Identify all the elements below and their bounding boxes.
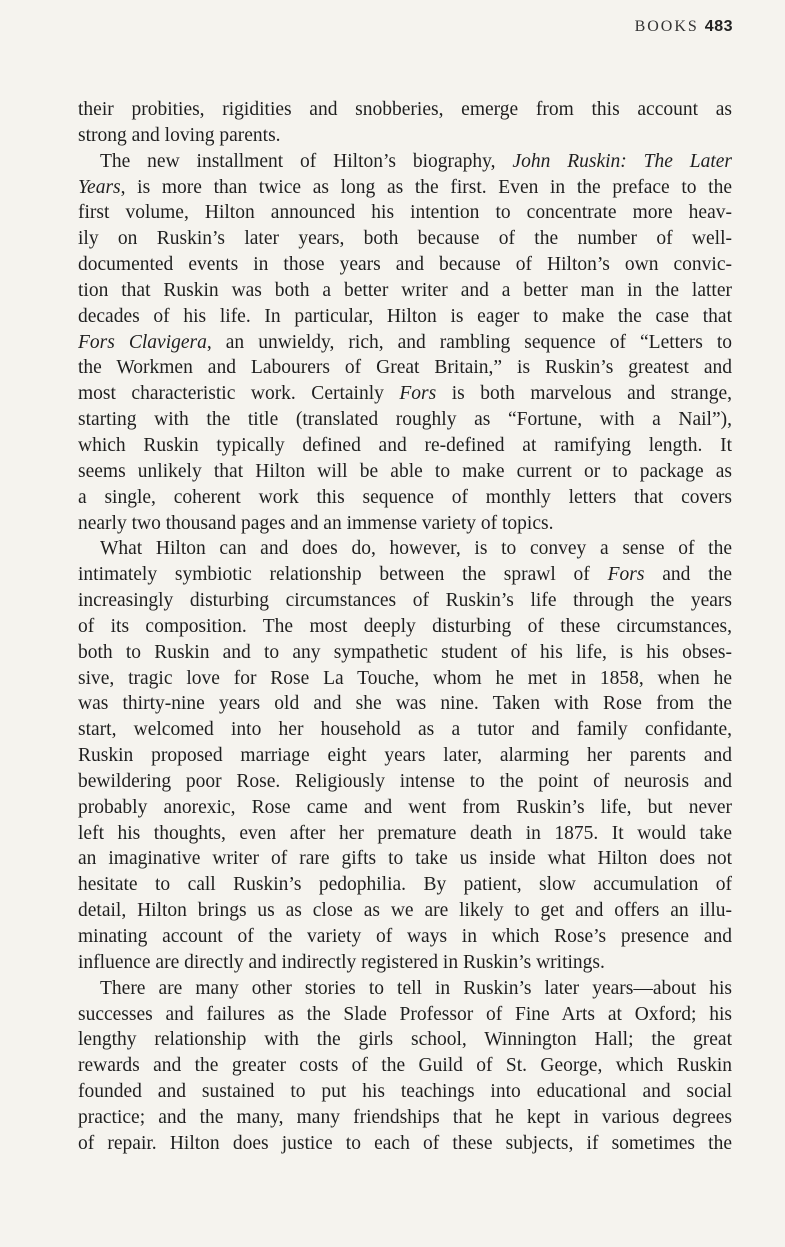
line-text: minating account of the variety of ways in which Rose’s presence and [78,926,732,947]
line-text: an imaginative writer of rare gifts to take us inside what Hilton does not [78,848,732,870]
text-line [78,278,732,304]
line-text: practice; and the many, many friendships that he kept in various degrees [78,1106,732,1128]
text-line [78,898,732,924]
line-text: first volume, Hilton announced his intention to concentrate more heav- [78,202,732,224]
line-text: ily on Ruskin’s later years, both because of the number of well- [78,228,732,250]
text-line [78,433,732,459]
text-line [78,614,732,640]
line-text: is both marvelous and strange, [436,383,732,405]
line-text: tion that Ruskin was both a better writer and a better man in the latter [78,279,732,301]
text-line [78,1105,732,1131]
line-text: sive, tragic love for Rose La Touche, whom he met in 1858, when he [78,667,732,689]
text-line [78,1131,732,1157]
text-line [78,950,732,976]
text-line [78,304,732,330]
text-line [78,149,732,175]
line-text: seems unlikely that Hilton will be able to make current or to package as [78,460,732,482]
text-line [78,381,732,407]
text-line [78,511,732,537]
italic-title-text: John Ruskin: The Later [512,150,732,172]
text-line [78,924,732,950]
line-text: left his thoughts, even after her premature death in 1875. It would take [78,822,732,844]
line-text: The new installment of Hilton’s biography, [100,150,513,172]
line-text: nearly two thousand pages and an immense variety of topics. [78,512,554,534]
line-text: successes and failures as the Slade Professor of Fine Arts at Oxford; his [78,1003,732,1025]
text-line [78,562,732,588]
text-line [78,459,732,485]
text-line [78,717,732,743]
line-text: increasingly disturbing circumstances of Ruskin’s life through the years [78,590,732,612]
line-text: the Workmen and Labourers of Great Britain,” is Ruskin’s greatest and [78,357,732,379]
text-line [78,872,732,898]
italic-title-text: Fors [399,383,437,405]
line-text: Ruskin proposed marriage eight years later, alarming her parents and [78,745,732,767]
text-line [78,200,732,226]
text-line [78,666,732,692]
line-text: What Hilton can and does do, however, is to convey a sense of the [100,538,732,560]
text-line [78,769,732,795]
text-line [78,97,732,123]
text-line [78,1053,732,1079]
line-text: starting with the title (translated roughly as “Fortune, with a Nail”), [78,409,732,431]
italic-title-text: Fors Clavigera [78,331,207,353]
line-text: of its composition. The most deeply disturbing of these circumstances, [78,615,732,637]
line-text: and the [644,564,732,586]
line-text: hesitate to call Ruskin’s pedophilia. By patient, slow accumulation of [78,874,732,896]
line-text: documented events in those years and because of Hilton’s own convic- [78,254,732,276]
text-line [78,1002,732,1028]
text-line [78,123,732,149]
text-line [78,743,732,769]
line-text: of repair. Hilton does justice to each of these subjects, if sometimes the [78,1132,732,1154]
line-text: which Ruskin typically defined and re-defined at ramifying length. It [78,434,732,456]
text-line [78,795,732,821]
line-text: lengthy relationship with the girls school, Winnington Hall; the great [78,1029,732,1051]
italic-title-text: Years [78,176,121,198]
line-text: founded and sustained to put his teachings into educational and social [78,1081,732,1103]
line-text: their probities, rigidities and snobberies, emerge from this account as [78,99,732,120]
line-text: detail, Hilton brings us as close as we are likely to get and offers an illu- [78,900,732,922]
text-line [78,252,732,278]
body-text [78,97,732,1157]
running-head-section: BOOKS [634,18,699,35]
line-text: start, welcomed into her household as a tutor and family confidante, [78,719,732,741]
line-text: bewildering poor Rose. Religiously intense to the point of neurosis and [78,770,732,792]
page-number: 483 [704,18,733,35]
text-line [78,175,732,201]
line-text: most characteristic work. Certainly [78,383,400,405]
text-line [78,1027,732,1053]
line-text: both to Ruskin and to any sympathetic student of his life, is his obses- [78,641,732,663]
text-line [78,691,732,717]
line-text: rewards and the greater costs of the Guild of St. George, which Ruskin [78,1055,732,1077]
text-line [78,588,732,614]
text-line [78,226,732,252]
text-line [78,330,732,356]
line-text: was thirty-nine years old and she was nine. Taken with Rose from the [78,693,732,715]
line-text: intimately symbiotic relationship between the sprawl of [78,564,608,586]
text-line [78,536,732,562]
line-text: , is more than twice as long as the first. Even in the preface to the [120,176,732,198]
text-line [78,485,732,511]
line-text: a single, coherent work this sequence of monthly letters that covers [78,486,732,508]
line-text: There are many other stories to tell in Ruskin’s later years—about his [100,977,732,999]
text-line [78,640,732,666]
running-head [635,18,733,36]
text-line [78,1079,732,1105]
line-text: probably anorexic, Rose came and went from Ruskin’s life, but never [78,796,732,818]
italic-title-text: Fors [607,564,645,586]
line-text: strong and loving parents. [78,124,281,146]
text-line [78,407,732,433]
text-line [78,976,732,1002]
line-text: decades of his life. In particular, Hilton is eager to make the case that [78,305,732,327]
line-text: influence are directly and indirectly registered in Ruskin’s writings. [78,951,605,973]
text-line [78,355,732,381]
text-line [78,821,732,847]
text-line [78,846,732,872]
line-text: , an unwieldy, rich, and rambling sequence of “Letters to [206,331,732,353]
